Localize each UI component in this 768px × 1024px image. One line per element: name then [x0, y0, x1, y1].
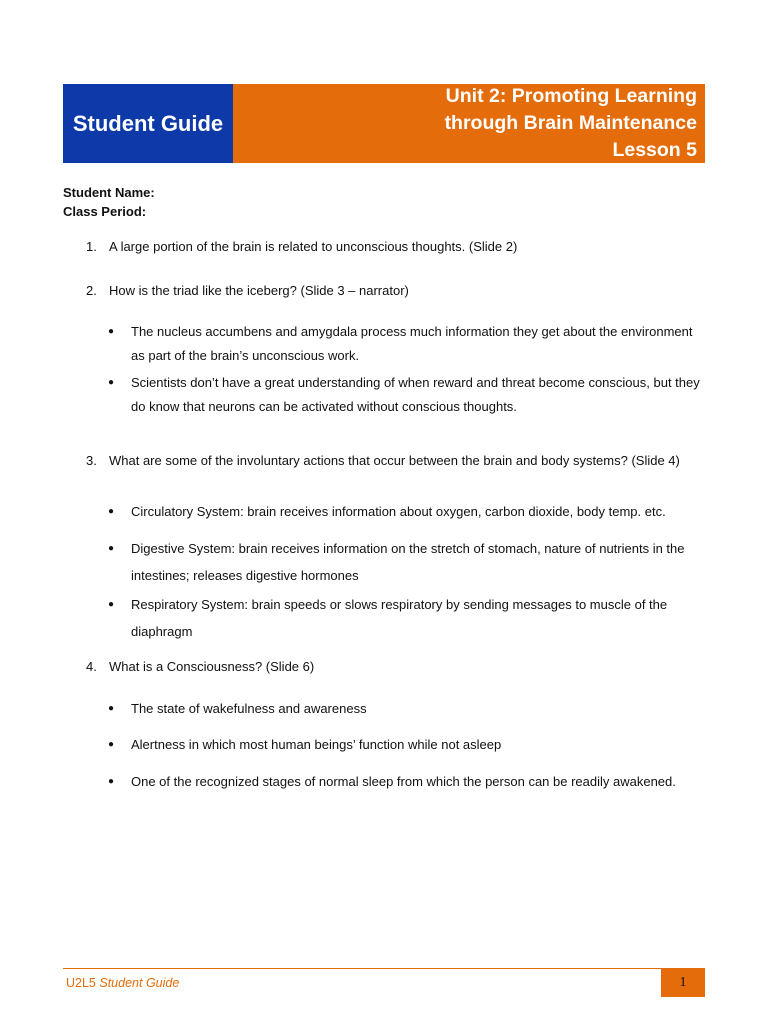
bullet-text: Respiratory System: brain speeds or slows respiratory by sending messages to muscle of the diaphragm — [131, 597, 668, 639]
bullet-text: The nucleus accumbens and amygdala process much information they get about the environment as part of the brain’s unconscious work. — [131, 324, 693, 363]
bullet-icon: ● — [108, 776, 115, 787]
question-text: What is a Consciousness? (Slide 6) — [109, 659, 315, 674]
list-item — [108, 500, 708, 524]
bullet-icon: ● — [108, 599, 115, 610]
class-period-label: Class Period: — [63, 204, 147, 219]
question-2 — [86, 280, 706, 301]
list-item — [108, 320, 708, 368]
question-number: 1. — [86, 239, 97, 254]
bullet-icon: ● — [108, 377, 115, 388]
footer-code: U2L5 — [66, 976, 96, 990]
bullet-text: Circulatory System: brain receives information about oxygen, carbon dioxide, body temp. etc. — [131, 504, 666, 519]
question-number: 4. — [86, 659, 97, 674]
bullet-icon: ● — [108, 506, 115, 517]
bullet-text: Scientists don’t have a great understanding of when reward and threat become conscious, but they do know that neurons can be activated without conscious thoughts. — [131, 375, 700, 414]
list-item — [108, 697, 708, 721]
bullet-text: The state of wakefulness and awareness — [131, 701, 367, 716]
bullet-text: Alertness in which most human beings’ function while not asleep — [131, 737, 502, 752]
lesson-title: Lesson 5 — [612, 139, 697, 161]
list-item — [108, 768, 708, 795]
list-item — [108, 535, 708, 589]
bullet-icon: ● — [108, 703, 115, 714]
student-guide-title: Student Guide — [63, 84, 233, 163]
bullet-icon: ● — [108, 326, 115, 337]
footer-label — [66, 976, 179, 990]
question-4 — [86, 656, 706, 677]
question-number: 2. — [86, 283, 97, 298]
list-item — [108, 591, 708, 645]
footer-guide: Student Guide — [99, 976, 180, 990]
question-text: A large portion of the brain is related to unconscious thoughts. (Slide 2) — [109, 239, 518, 254]
list-item — [108, 371, 708, 419]
student-info — [63, 183, 155, 221]
list-item — [108, 733, 708, 757]
question-text: What are some of the involuntary actions that occur between the brain and body systems? (Slide 4) — [109, 453, 680, 468]
question-text: How is the triad like the iceberg? (Slide 3 – narrator) — [109, 283, 409, 298]
bullet-text: One of the recognized stages of normal sleep from which the person can be readily awakened. — [131, 774, 676, 789]
question-3 — [86, 450, 706, 471]
student-name-label: Student Name: — [63, 185, 155, 200]
unit-title-block — [233, 84, 705, 163]
question-number: 3. — [86, 453, 97, 468]
footer-divider — [63, 968, 705, 969]
question-1 — [86, 236, 706, 257]
unit-title-line-2: through Brain Maintenance — [444, 112, 697, 134]
unit-title-line-1: Unit 2: Promoting Learning — [445, 85, 697, 107]
bullet-icon: ● — [108, 739, 115, 750]
page-number: 1 — [661, 969, 705, 997]
bullet-icon: ● — [108, 543, 115, 554]
bullet-text: Digestive System: brain receives information on the stretch of stomach, nature of nutrients in the intestines; releases digestive hormones — [131, 541, 685, 583]
header-banner — [63, 84, 705, 163]
